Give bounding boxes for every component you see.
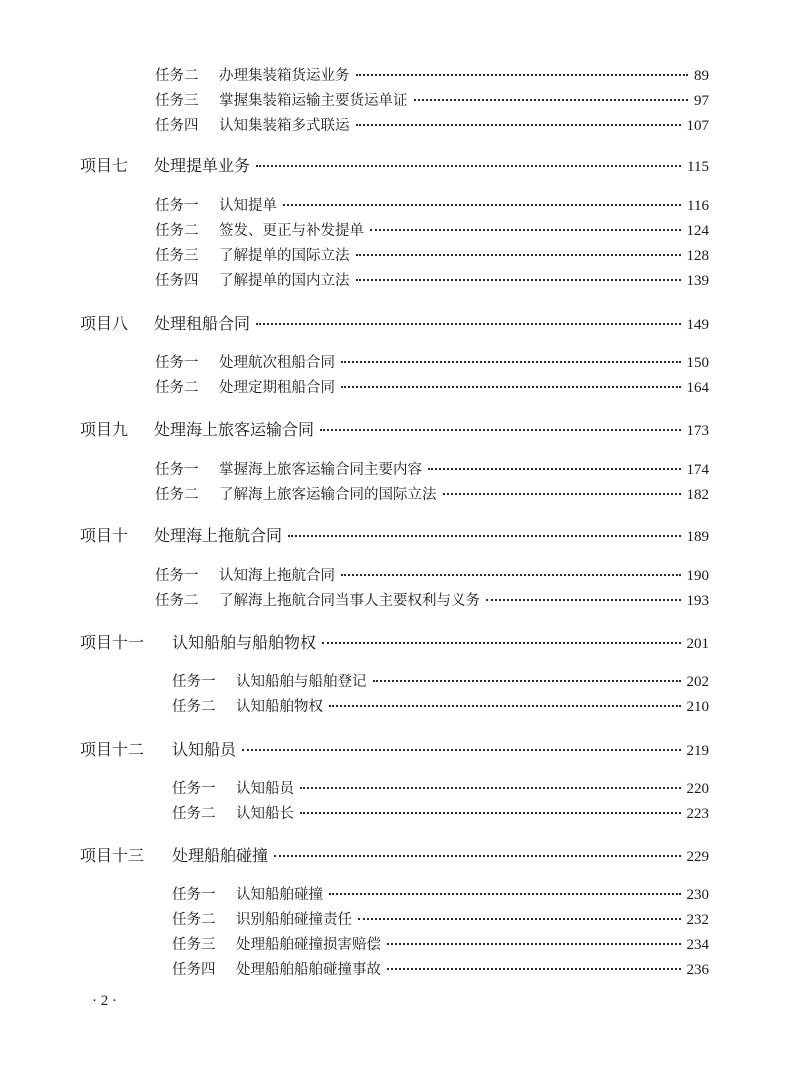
- task-title: 处理定期租船合同: [219, 380, 335, 396]
- page-number: 164: [686, 380, 709, 396]
- task-label: 任务二: [155, 487, 199, 503]
- task-title: 掌握集装箱运输主要货运单证: [219, 93, 408, 109]
- task-label: 任务二: [155, 68, 199, 84]
- toc-task-row[interactable]: [155, 589, 709, 610]
- task-title: 识别船舶碰撞责任: [236, 912, 352, 928]
- task-title: 了解海上拖航合同当事人主要权利与义务: [219, 593, 480, 609]
- toc-chapter-row[interactable]: [80, 153, 709, 176]
- toc-task-row[interactable]: [155, 64, 709, 85]
- task-label: 任务二: [172, 699, 216, 715]
- task-title: 认知船长: [236, 806, 294, 822]
- task-title: 了解提单的国内立法: [219, 273, 350, 289]
- task-label: 任务一: [155, 198, 199, 214]
- dot-leader: [486, 599, 681, 601]
- page-number: 116: [687, 198, 709, 214]
- task-label: 任务二: [172, 806, 216, 822]
- task-label: 任务一: [155, 355, 199, 371]
- task-label: 任务三: [155, 93, 199, 109]
- toc-task-row[interactable]: [155, 89, 709, 110]
- toc-task-row[interactable]: [155, 458, 709, 479]
- page-number: 201: [686, 636, 709, 652]
- dot-leader: [242, 749, 680, 751]
- page-number: 174: [686, 462, 709, 478]
- dot-leader: [341, 361, 681, 363]
- page-number: 219: [686, 743, 709, 759]
- task-label: 任务一: [172, 781, 216, 797]
- dot-leader: [356, 279, 681, 281]
- page-number: 193: [686, 593, 709, 609]
- page-number: 124: [686, 223, 709, 239]
- toc-task-row[interactable]: [155, 219, 709, 240]
- task-label: 任务二: [155, 380, 199, 396]
- toc-task-row[interactable]: [155, 244, 709, 265]
- dot-leader: [443, 493, 681, 495]
- task-label: 任务二: [155, 223, 199, 239]
- task-label: 任务二: [172, 912, 216, 928]
- page-number: 89: [694, 68, 709, 84]
- toc-task-row[interactable]: [172, 883, 709, 904]
- page-number: 234: [686, 937, 709, 953]
- toc-task-row[interactable]: [155, 376, 709, 397]
- task-title: 认知船舶与船舶登记: [236, 674, 367, 690]
- page-number: 189: [686, 529, 709, 545]
- task-label: 任务二: [155, 593, 199, 609]
- dot-leader: [329, 705, 681, 707]
- task-label: 任务四: [155, 118, 199, 134]
- dot-leader: [256, 165, 681, 167]
- dot-leader: [356, 254, 681, 256]
- dot-leader: [274, 855, 680, 857]
- task-title: 处理航次租船合同: [219, 355, 335, 371]
- toc-chapter-row[interactable]: [80, 523, 709, 546]
- dot-leader: [288, 535, 680, 537]
- page-number: 220: [686, 781, 709, 797]
- toc-task-row[interactable]: [155, 194, 709, 215]
- toc-chapter-row[interactable]: [80, 737, 709, 760]
- task-title: 签发、更正与补发提单: [219, 223, 364, 239]
- task-label: 任务一: [155, 462, 199, 478]
- chapter-title: 处理租船合同: [154, 314, 251, 333]
- dot-leader: [300, 812, 681, 814]
- dot-leader: [356, 74, 689, 76]
- task-title: 办理集装箱货运业务: [219, 68, 350, 84]
- chapter-title: 处理提单业务: [154, 156, 251, 175]
- dot-leader: [387, 968, 681, 970]
- dot-leader: [256, 323, 680, 325]
- dot-leader: [370, 229, 681, 231]
- toc-task-row[interactable]: [155, 114, 709, 135]
- task-title: 认知船舶碰撞: [236, 887, 323, 903]
- dot-leader: [283, 204, 681, 206]
- page-number: 230: [686, 887, 709, 903]
- page-number: 173: [686, 423, 709, 439]
- page-number: 223: [686, 806, 709, 822]
- chapter-title: 处理海上拖航合同: [154, 526, 283, 545]
- page-number: 115: [687, 159, 709, 175]
- page-number: 229: [686, 849, 709, 865]
- task-label: 任务三: [172, 937, 216, 953]
- dot-leader: [387, 943, 681, 945]
- chapter-label: 项目七: [80, 156, 129, 175]
- task-title: 了解提单的国际立法: [219, 248, 350, 264]
- page-number: 128: [686, 248, 709, 264]
- dot-leader: [341, 574, 681, 576]
- chapter-label: 项目十二: [80, 740, 145, 759]
- toc-chapter-row[interactable]: [80, 630, 709, 653]
- task-title: 认知提单: [219, 198, 277, 214]
- task-label: 任务四: [172, 962, 216, 978]
- dot-leader: [358, 918, 681, 920]
- task-label: 任务一: [172, 674, 216, 690]
- page-number: 107: [686, 118, 709, 134]
- page-number: 202: [686, 674, 709, 690]
- chapter-title: 认知船舶与船舶物权: [172, 633, 317, 652]
- dot-leader: [329, 893, 681, 895]
- page-number: 190: [686, 568, 709, 584]
- task-title: 认知海上拖航合同: [219, 568, 335, 584]
- chapter-label: 项目十三: [80, 846, 145, 865]
- toc-task-row[interactable]: [155, 483, 709, 504]
- task-title: 处理船舶船舶碰撞事故: [236, 962, 381, 978]
- toc-task-row[interactable]: [172, 670, 709, 691]
- chapter-label: 项目八: [80, 314, 129, 333]
- chapter-title: 处理海上旅客运输合同: [154, 420, 315, 439]
- toc-task-row[interactable]: [172, 908, 709, 929]
- page-number: 236: [686, 962, 709, 978]
- toc-task-row[interactable]: [155, 269, 709, 290]
- dot-leader: [414, 99, 689, 101]
- dot-leader: [341, 386, 681, 388]
- dot-leader: [428, 468, 681, 470]
- toc-chapter-row[interactable]: [80, 417, 709, 440]
- page-number: 232: [686, 912, 709, 928]
- dot-leader: [322, 642, 680, 644]
- task-label: 任务一: [155, 568, 199, 584]
- task-label: 任务一: [172, 887, 216, 903]
- toc-chapter-row[interactable]: [80, 311, 709, 334]
- chapter-label: 项目十: [80, 526, 129, 545]
- toc-task-row[interactable]: [155, 564, 709, 585]
- task-title: 认知船舶物权: [236, 699, 323, 715]
- dot-leader: [320, 429, 680, 431]
- page-number: 210: [686, 699, 709, 715]
- task-title: 处理船舶碰撞损害赔偿: [236, 937, 381, 953]
- dot-leader: [356, 124, 681, 126]
- chapter-label: 项目九: [80, 420, 129, 439]
- toc-task-row[interactable]: [172, 802, 709, 823]
- toc-task-row[interactable]: [172, 933, 709, 954]
- task-title: 了解海上旅客运输合同的国际立法: [219, 487, 437, 503]
- page-footer-number: · 2 ·: [92, 993, 117, 1009]
- page-number: 149: [686, 317, 709, 333]
- dot-leader: [300, 787, 681, 789]
- task-title: 认知集装箱多式联运: [219, 118, 350, 134]
- page-number: 97: [694, 93, 709, 109]
- page-number: 139: [686, 273, 709, 289]
- chapter-title: 认知船员: [172, 740, 237, 759]
- task-label: 任务三: [155, 248, 199, 264]
- page-number: 150: [686, 355, 709, 371]
- task-title: 认知船员: [236, 781, 294, 797]
- chapter-title: 处理船舶碰撞: [172, 846, 269, 865]
- task-label: 任务四: [155, 273, 199, 289]
- toc-chapter-row[interactable]: [80, 843, 709, 866]
- dot-leader: [373, 680, 681, 682]
- chapter-label: 项目十一: [80, 633, 145, 652]
- toc-task-row[interactable]: [172, 777, 709, 798]
- task-title: 掌握海上旅客运输合同主要内容: [219, 462, 422, 478]
- toc-task-row[interactable]: [155, 351, 709, 372]
- toc-task-row[interactable]: [172, 958, 709, 979]
- toc-task-row[interactable]: [172, 695, 709, 716]
- page-number: 182: [686, 487, 709, 503]
